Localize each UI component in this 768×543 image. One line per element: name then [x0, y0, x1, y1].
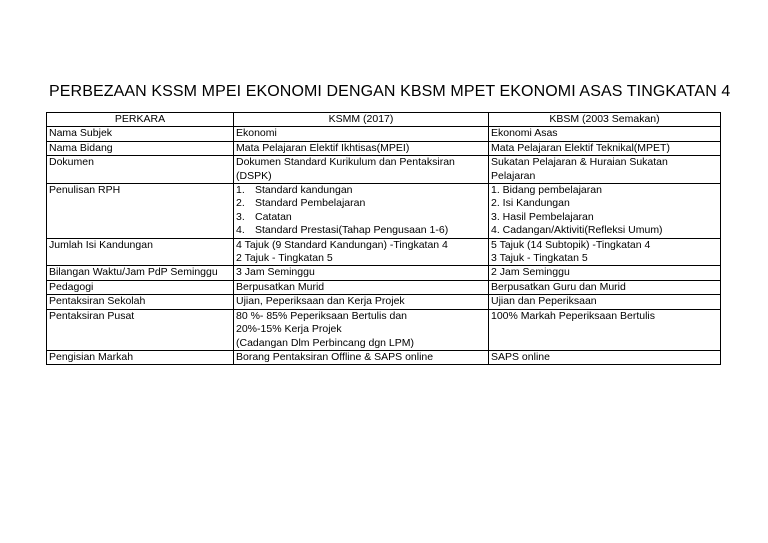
kbsm-cell [489, 184, 721, 239]
table-row [47, 238, 721, 266]
table-row [47, 309, 721, 350]
kbsm-cell: Mata Pelajaran Elektif Teknikal(MPET) [489, 141, 721, 155]
ksmm-cell: Mata Pelajaran Elektif Ikhtisas(MPEI) [234, 141, 489, 155]
list-number: 1. [236, 184, 245, 197]
list-item: 1. Bidang pembelajaran [491, 184, 602, 197]
list-number: 4. [236, 224, 245, 237]
row-label: Nama Bidang [47, 141, 234, 155]
ksmm-cell: Borang Pentaksiran Offline & SAPS online [234, 350, 489, 364]
cell-line: 20%-15% Kerja Projek [236, 323, 342, 336]
cell-line: (DSPK) [236, 169, 272, 182]
list-item: 4. Cadangan/Aktiviti(Refleksi Umum) [491, 224, 663, 237]
row-label: Nama Subjek [47, 127, 234, 141]
kbsm-cell: SAPS online [489, 350, 721, 364]
list-text: Standard Pembelajaran [255, 197, 366, 210]
header-kbsm: KBSM (2003 Semakan) [489, 113, 721, 127]
kbsm-cell [489, 238, 721, 266]
list-item [236, 224, 486, 237]
header-perkara: PERKARA [47, 113, 234, 127]
cell-line: 2 Tajuk - Tingkatan 5 [236, 252, 333, 265]
ksmm-cell [234, 184, 489, 239]
row-label: Dokumen [47, 156, 234, 184]
cell-line: (Cadangan Dlm Perbincang dgn LPM) [236, 336, 415, 349]
table-row [47, 295, 721, 309]
cell-line: Pelajaran [491, 169, 536, 182]
cell-line: Dokumen Standard Kurikulum dan Pentaksiran [236, 156, 455, 169]
list-item [236, 184, 486, 197]
table-row [47, 184, 721, 239]
list-number: 2. [236, 197, 245, 210]
row-label: Pengisian Markah [47, 350, 234, 364]
list-item [236, 211, 486, 224]
document-title: PERBEZAAN KSSM MPEI EKONOMI DENGAN KBSM MPET EKONOMI ASAS TINGKATAN 4 [49, 83, 731, 100]
cell-line: Sukatan Pelajaran & Huraian Sukatan [491, 156, 668, 169]
cell-line: 4 Tajuk (9 Standard Kandungan) -Tingkatan 4 [236, 238, 448, 251]
list-text: Standard Prestasi(Tahap Pengusaan 1-6) [255, 224, 449, 237]
table-row [47, 280, 721, 294]
table-row [47, 350, 721, 364]
row-label: Pedagogi [47, 280, 234, 294]
ksmm-cell [234, 309, 489, 350]
list-item: 3. Hasil Pembelajaran [491, 210, 594, 223]
ksmm-cell: Berpusatkan Murid [234, 280, 489, 294]
table-header-row [47, 113, 721, 127]
table-row [47, 266, 721, 280]
row-label: Penulisan RPH [47, 184, 234, 239]
kbsm-cell: 100% Markah Peperiksaan Bertulis [489, 309, 721, 350]
ksmm-cell: Ekonomi [234, 127, 489, 141]
list-item [236, 197, 486, 210]
ksmm-cell: 3 Jam Seminggu [234, 266, 489, 280]
kbsm-cell: Berpusatkan Guru dan Murid [489, 280, 721, 294]
row-label: Bilangan Waktu/Jam PdP Seminggu [47, 266, 234, 280]
table-row [47, 127, 721, 141]
kbsm-cell: Ujian dan Peperiksaan [489, 295, 721, 309]
cell-line: 80 %- 85% Peperiksaan Bertulis dan [236, 309, 408, 322]
kbsm-cell: 2 Jam Seminggu [489, 266, 721, 280]
table-row [47, 141, 721, 155]
cell-line: 5 Tajuk (14 Subtopik) -Tingkatan 4 [491, 238, 651, 251]
cell-line: 3 Tajuk - Tingkatan 5 [491, 252, 588, 265]
header-ksmm: KSMM (2017) [234, 113, 489, 127]
row-label: Pentaksiran Pusat [47, 309, 234, 350]
row-label: Jumlah Isi Kandungan [47, 238, 234, 266]
kbsm-cell [489, 156, 721, 184]
row-label: Pentaksiran Sekolah [47, 295, 234, 309]
list-item: 2. Isi Kandungan [491, 197, 570, 210]
list-number: 3. [236, 210, 245, 223]
kbsm-cell: Ekonomi Asas [489, 127, 721, 141]
list-text: Catatan [255, 210, 292, 223]
ksmm-cell: Ujian, Peperiksaan dan Kerja Projek [234, 295, 489, 309]
list-text: Standard kandungan [255, 184, 353, 197]
ksmm-cell [234, 238, 489, 266]
comparison-table [46, 112, 721, 365]
table-row [47, 156, 721, 184]
ksmm-cell [234, 156, 489, 184]
